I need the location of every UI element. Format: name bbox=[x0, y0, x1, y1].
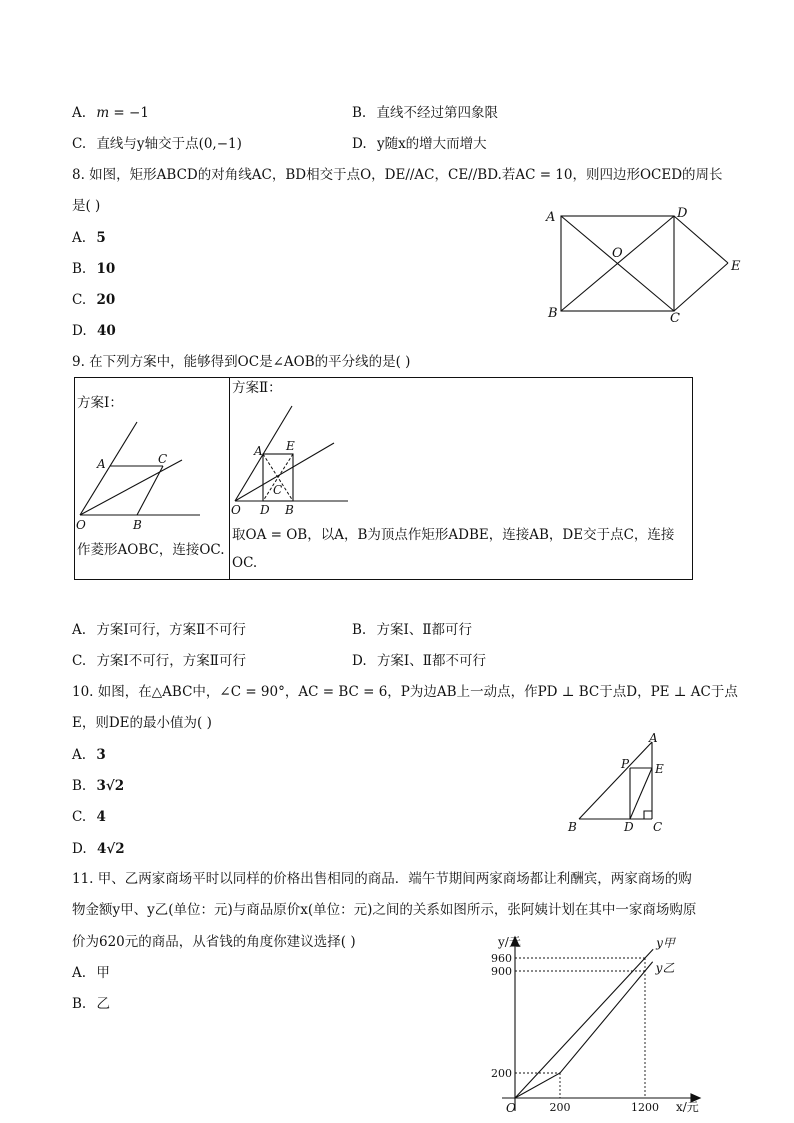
svg-text:P: P bbox=[621, 757, 630, 771]
q10-option-b[interactable]: B. 3√2 bbox=[72, 778, 125, 794]
q7-option-c[interactable]: C. 直线与y轴交于点(0,−1) bbox=[72, 136, 242, 152]
q7-option-d-text: y随x的增大而增大 bbox=[376, 136, 487, 152]
q11-price-chart bbox=[490, 928, 720, 1118]
series-label-jia: y甲 bbox=[656, 936, 675, 951]
q7-option-d[interactable]: D. y随x的增大而增大 bbox=[352, 136, 487, 152]
origin-label: O bbox=[506, 1101, 516, 1115]
side-ab bbox=[579, 742, 652, 819]
svg-text:D: D bbox=[260, 503, 270, 517]
q8-stem-line2: 是( ) bbox=[72, 198, 101, 214]
svg-text:E: E bbox=[286, 439, 295, 453]
segment-de bbox=[674, 216, 728, 263]
y-tick-960: 960 bbox=[491, 952, 512, 965]
q11-option-a[interactable]: A. 甲 bbox=[72, 965, 110, 981]
y-tick-200: 200 bbox=[491, 1067, 512, 1080]
right-angle-mark bbox=[644, 811, 652, 819]
x-axis-label: x/元 bbox=[676, 1100, 699, 1114]
q9-stem: 9. 在下列方案中，能够得到OC是∠AOB的平分线的是( ) bbox=[72, 354, 411, 370]
scheme1-title: 方案Ⅰ： bbox=[77, 395, 123, 411]
svg-text:A: A bbox=[254, 444, 263, 458]
svg-text:C: C bbox=[158, 452, 168, 466]
series-line-jia bbox=[515, 949, 653, 1098]
x-tick-1200: 1200 bbox=[631, 1101, 659, 1114]
series-line-yi bbox=[515, 962, 653, 1098]
label-c: C bbox=[670, 311, 680, 325]
x-tick-200: 200 bbox=[549, 1101, 571, 1114]
svg-text:A: A bbox=[97, 457, 106, 471]
label-d: D bbox=[677, 206, 688, 221]
svg-text:B: B bbox=[568, 820, 577, 834]
svg-text:O: O bbox=[76, 518, 86, 532]
scheme2-desc-line1: 取OA = OB，以A，B为顶点作矩形ADBE，连接AB，DE交于点C，连接 bbox=[232, 527, 675, 543]
svg-text:E: E bbox=[655, 762, 664, 776]
y-tick-900: 900 bbox=[491, 965, 512, 978]
q7-option-b[interactable]: B. 直线不经过第四象限 bbox=[352, 105, 499, 121]
q10-triangle-figure bbox=[565, 730, 675, 838]
svg-text:B: B bbox=[285, 503, 294, 517]
q11-option-b[interactable]: B. 乙 bbox=[72, 996, 111, 1012]
series-label-yi: y乙 bbox=[655, 960, 675, 975]
q7-option-a-text: 𝑚 = −1 bbox=[96, 105, 149, 121]
q8-option-d[interactable]: D. 40 bbox=[72, 323, 116, 339]
svg-text:A: A bbox=[649, 731, 658, 745]
q7-option-c-text: 直线与y轴交于点(0,−1) bbox=[96, 136, 242, 152]
q9-option-c[interactable]: C. 方案Ⅰ不可行，方案Ⅱ可行 bbox=[72, 653, 246, 669]
segment-ce bbox=[674, 263, 728, 311]
q8-option-b[interactable]: B. 10 bbox=[72, 261, 116, 277]
q9-option-b[interactable]: B. 方案Ⅰ、Ⅱ都可行 bbox=[352, 622, 473, 638]
y-axis-label: y/元 bbox=[498, 935, 521, 949]
scheme1-figure bbox=[75, 398, 225, 533]
label-a: A bbox=[546, 210, 556, 225]
q8-stem-line1: 8. 如图，矩形ABCD的对角线AC，BD相交于点O，DE//AC，CE//BD.若AC = 10，则四边形OCED的周长 bbox=[72, 167, 723, 183]
q10-stem-line2: E，则DE的最小值为( ) bbox=[72, 715, 212, 731]
q11-stem-line1: 11. 甲、乙两家商场平时以同样的价格出售相同的商品．端午节期间两家商场都让利酬宾，两家商场的购 bbox=[72, 871, 692, 887]
svg-text:B: B bbox=[133, 518, 142, 532]
q8-option-a[interactable]: A. 5 bbox=[72, 230, 106, 246]
scheme2-title: 方案Ⅱ： bbox=[232, 380, 282, 396]
q9-schemes-table bbox=[74, 377, 693, 580]
svg-text:C: C bbox=[273, 483, 283, 497]
svg-text:D: D bbox=[624, 820, 634, 834]
q7-option-a[interactable]: A. 𝑚 = −1 bbox=[72, 105, 149, 121]
q9-option-d[interactable]: D. 方案Ⅰ、Ⅱ都不可行 bbox=[352, 653, 486, 669]
q10-option-c[interactable]: C. 4 bbox=[72, 809, 106, 825]
q8-rectangle-figure bbox=[540, 200, 750, 325]
q11-stem-line2: 物金额y甲、y乙(单位：元)与商品原价x(单位：元)之间的关系如图所示，张阿姨计划在其中一家商场购原 bbox=[72, 902, 697, 918]
label-e: E bbox=[731, 259, 741, 274]
scheme2-desc-line2: OC. bbox=[232, 555, 258, 571]
label-b: B bbox=[548, 306, 558, 321]
label-o: O bbox=[612, 246, 623, 261]
scheme1-desc: 作菱形AOBC，连接OC. bbox=[77, 542, 225, 558]
scheme2-figure bbox=[230, 398, 360, 518]
svg-text:O: O bbox=[231, 503, 241, 517]
q10-option-d[interactable]: D. 4√2 bbox=[72, 841, 125, 857]
svg-text:C: C bbox=[653, 820, 663, 834]
q9-option-a[interactable]: A. 方案Ⅰ可行，方案Ⅱ不可行 bbox=[72, 622, 246, 638]
q11-stem-line3: 价为620元的商品，从省钱的角度你建议选择( ) bbox=[72, 934, 356, 950]
q10-option-a[interactable]: A. 3 bbox=[72, 747, 106, 763]
q10-stem-line1: 10. 如图，在△ABC中，∠C = 90°，AC = BC = 6，P为边AB上一动点，作PD ⊥ BC于点D，PE ⊥ AC于点 bbox=[72, 684, 738, 700]
q8-option-c[interactable]: C. 20 bbox=[72, 292, 116, 308]
q7-option-b-text: 直线不经过第四象限 bbox=[376, 105, 499, 121]
